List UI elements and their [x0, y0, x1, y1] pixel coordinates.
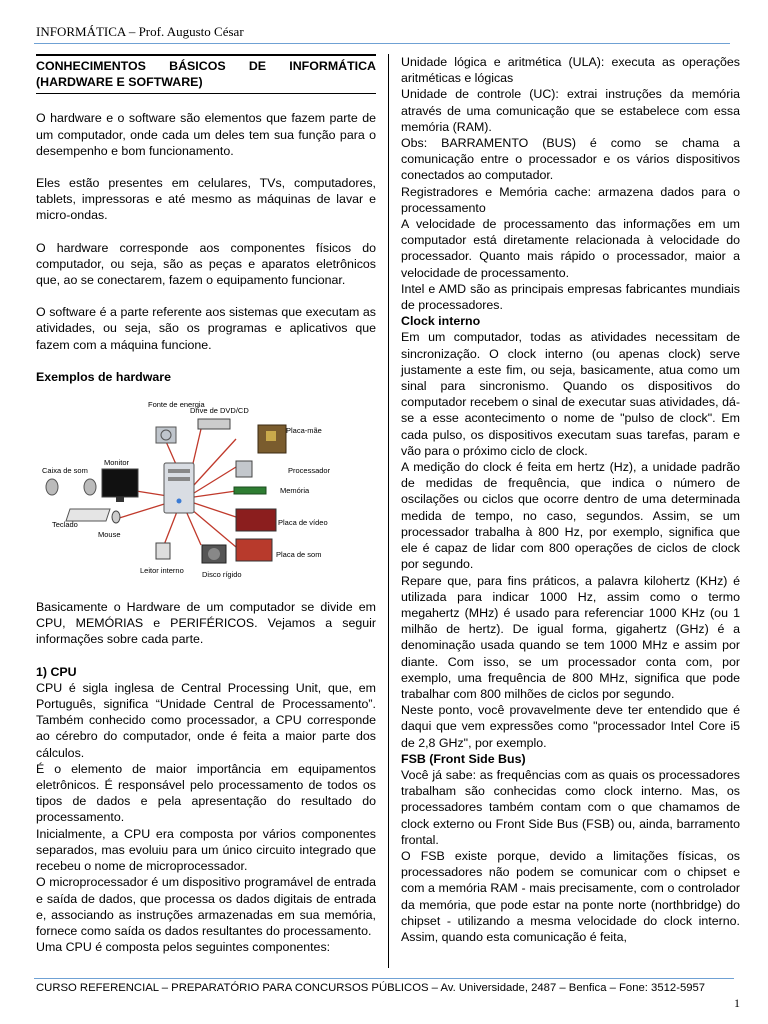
cpu-heading: 1) CPU — [36, 664, 77, 679]
item-ula: Unidade lógica e aritmética (ULA): executa as operações aritméticas e lógicas — [401, 55, 740, 86]
paragraph-clock-2: A medição do clock é feita em hertz (Hz), a unidade padrão de medidas de frequência, que indica o número de oscilações ou ciclos que ocorre dentro de uma determinada medida de tempo, no caso, segundos. Assim, se um processador trabalha à 800 Hz, por exemplo, significa que ele é capaz de lidar com 800 operações de ciclos de clock por segundo. — [401, 460, 740, 572]
label-fonte: Fonte de energia — [148, 400, 205, 410]
clock-heading: Clock interno — [401, 314, 481, 329]
paragraph-hardware-def: O hardware corresponde aos componentes físicos do computador, ou seja, são as peças e aparatos eletrônicos que, ao se conectarem, fazem o equipamento funcionar. — [36, 240, 376, 288]
paragraph-devices: Eles estão presentes em celulares, TVs, computadores, tablets, impressoras e até mesmo as máquinas de lavar e micro-ondas. — [36, 176, 376, 223]
paragraph-hw-sw-intro: O hardware e o software são elementos que fazem parte de um computador, onde cada um deles tem sua função para o desempenho e bom funcionamento. — [36, 111, 376, 158]
title-line-1: CONHECIMENTOS BÁSICOS DE INFORMÁTICA — [36, 59, 376, 73]
label-dvd: Drive de DVD/CD — [190, 406, 249, 416]
label-monitor: Monitor — [104, 458, 130, 468]
item-uc: Unidade de controle (UC): extrai instruções da memória através de uma comunicação que se estabelece com essa memória (RAM). — [401, 87, 740, 134]
paragraph-clock-1: Em um computador, todas as atividades necessitam de sincronização. O clock interno (ou apenas clock) serve justamente a este fim, ou seja, basicamente, atua como um sinal para sincronismo. Quando os dispositivos do computador recebem o sinal de executar suas atividades, dá-se a esse acontecimento o nome de "pulso de clock". Em cada pulso, os dispositivos executam suas tarefas, param e vão para o próximo ciclo de clock. — [401, 330, 740, 458]
label-disco: Disco rígido — [202, 570, 242, 580]
label-teclado: Teclado — [52, 520, 78, 530]
label-placa-video: Placa de vídeo — [278, 518, 328, 528]
paragraph-cpu-def: CPU é sigla inglesa de Central Processing Unit, que, em Português, significa “Unidade Central de Processamento”. Também conhecido como processador, a CPU corresponde ao cérebro do computador, onde é feita a maior parte dos cálculos. — [36, 680, 376, 760]
paragraph-microprocessor: O microprocessador é um dispositivo programável de entrada e saída de dados, que processa os dados digitais de entrada e, associando as instruções armazenadas em sua memória, fornece como saída os dados resultantes do processamento. — [36, 875, 376, 938]
paragraph-divisions: Basicamente o Hardware de um computador se divide em CPU, MEMÓRIAS e PERIFÉRICOS. Vejamos a seguir informações sobre cada parte. — [36, 600, 376, 647]
paragraph-cpu-history: Inicialmente, a CPU era composta por vários componentes separados, mas evoluiu para um único circuito integrado que recebeu o nome de microprocessador. — [36, 826, 376, 874]
examples-heading: Exemplos de hardware — [36, 369, 171, 384]
right-column — [401, 54, 740, 945]
paragraph-barramento: Obs: BARRAMENTO (BUS) é como se chama a comunicação entre o processador e os vários dispositivos conectados ao computador. — [401, 136, 740, 183]
title-line-2: (HARDWARE E SOFTWARE) — [36, 75, 203, 90]
label-memoria: Memória — [280, 486, 310, 496]
label-caixa-som: Caixa de som — [42, 466, 88, 476]
item-registradores: Registradores e Memória cache: armazena dados para o processamento — [401, 184, 740, 215]
paragraph-fsb-2: O FSB existe porque, devido a limitações físicas, os processadores não podem se comunicar com o chipset e com a memória RAM - mais precisamente, com o controlador da memória, que pode estar na ponte norte (northbridge) do chipset - utilizando a mesma velocidade do clock interno. Assim, quando esta comunicação é feita, — [401, 848, 740, 944]
left-column — [36, 54, 376, 955]
label-leitor: Leitor interno — [140, 566, 184, 576]
label-mouse: Mouse — [98, 530, 121, 540]
page-footer: CURSO REFERENCIAL – PREPARATÓRIO PARA CONCURSOS PÚBLICOS – Av. Universidade, 2487 – Benfica – Fone: 3512-5957 — [36, 982, 706, 994]
column-divider — [388, 54, 389, 968]
paragraph-fsb-1: Você já sabe: as frequências com as quais os processadores trabalham são conhecidas como clock interno. Mas, os processadores também contam com o que chamamos de clock externo ou Front Side Bus (FSB) ou, ainda, barramento frontal. — [401, 767, 740, 847]
paragraph-clock-4: Neste ponto, você provavelmente deve ter entendido que é daqui que vem expressões como "processador Intel Core i5 de 2,8 GHz", por exemplo. — [401, 703, 740, 750]
label-placa-som: Placa de som — [276, 550, 322, 560]
paragraph-clock-3: Repare que, para fins práticos, a palavra kilohertz (KHz) é utilizada para indicar 1000 Hz, assim como o termo megahertz (MHz) é usado para referenciar 1000 KHz (ou 1 milhão de hertz). De igual forma, gigahertz (GHz) é a denominação usada quando se tem 1000 MHz e assim por diante. Com isso, se um processador conta com, por exemplo, uma frequência de 800 MHz, significa que pode trabalhar com 800 milhões de ciclos por segundo. — [401, 573, 740, 701]
paragraph-cpu-importance: É o elemento de maior importância em equipamentos eletrônicos. É responsável pelo processamento de todos os tipos de dados e pela apresentação do resultado do processamento. — [36, 761, 376, 825]
label-processador: Processador — [288, 466, 331, 476]
paragraph-velocidade: A velocidade de processamento das informações em um computador está diretamente relacionada à velocidade do processador. Quanto mais rápido o processador, maior a velocidade de processamento. — [401, 217, 740, 280]
hardware-diagram — [36, 397, 376, 583]
paragraph-cpu-components: Uma CPU é composta pelos seguintes componentes: — [36, 940, 331, 955]
fsb-heading: FSB (Front Side Bus) — [401, 751, 526, 766]
paragraph-software-def: O software é a parte referente aos sistemas que executam as atividades, ou seja, são os programas e aplicativos que fazem com a máquina funcione. — [36, 305, 376, 352]
paragraph-fabricantes: Intel e AMD são as principais empresas fabricantes mundiais de processadores. — [401, 281, 740, 313]
footer-rule — [34, 978, 734, 979]
page-title — [36, 54, 376, 94]
page-header: INFORMÁTICA – Prof. Augusto César — [36, 24, 244, 39]
header-rule — [34, 43, 730, 44]
label-placa-mae: Placa-mãe — [286, 426, 322, 436]
page-number: 1 — [734, 996, 740, 1010]
